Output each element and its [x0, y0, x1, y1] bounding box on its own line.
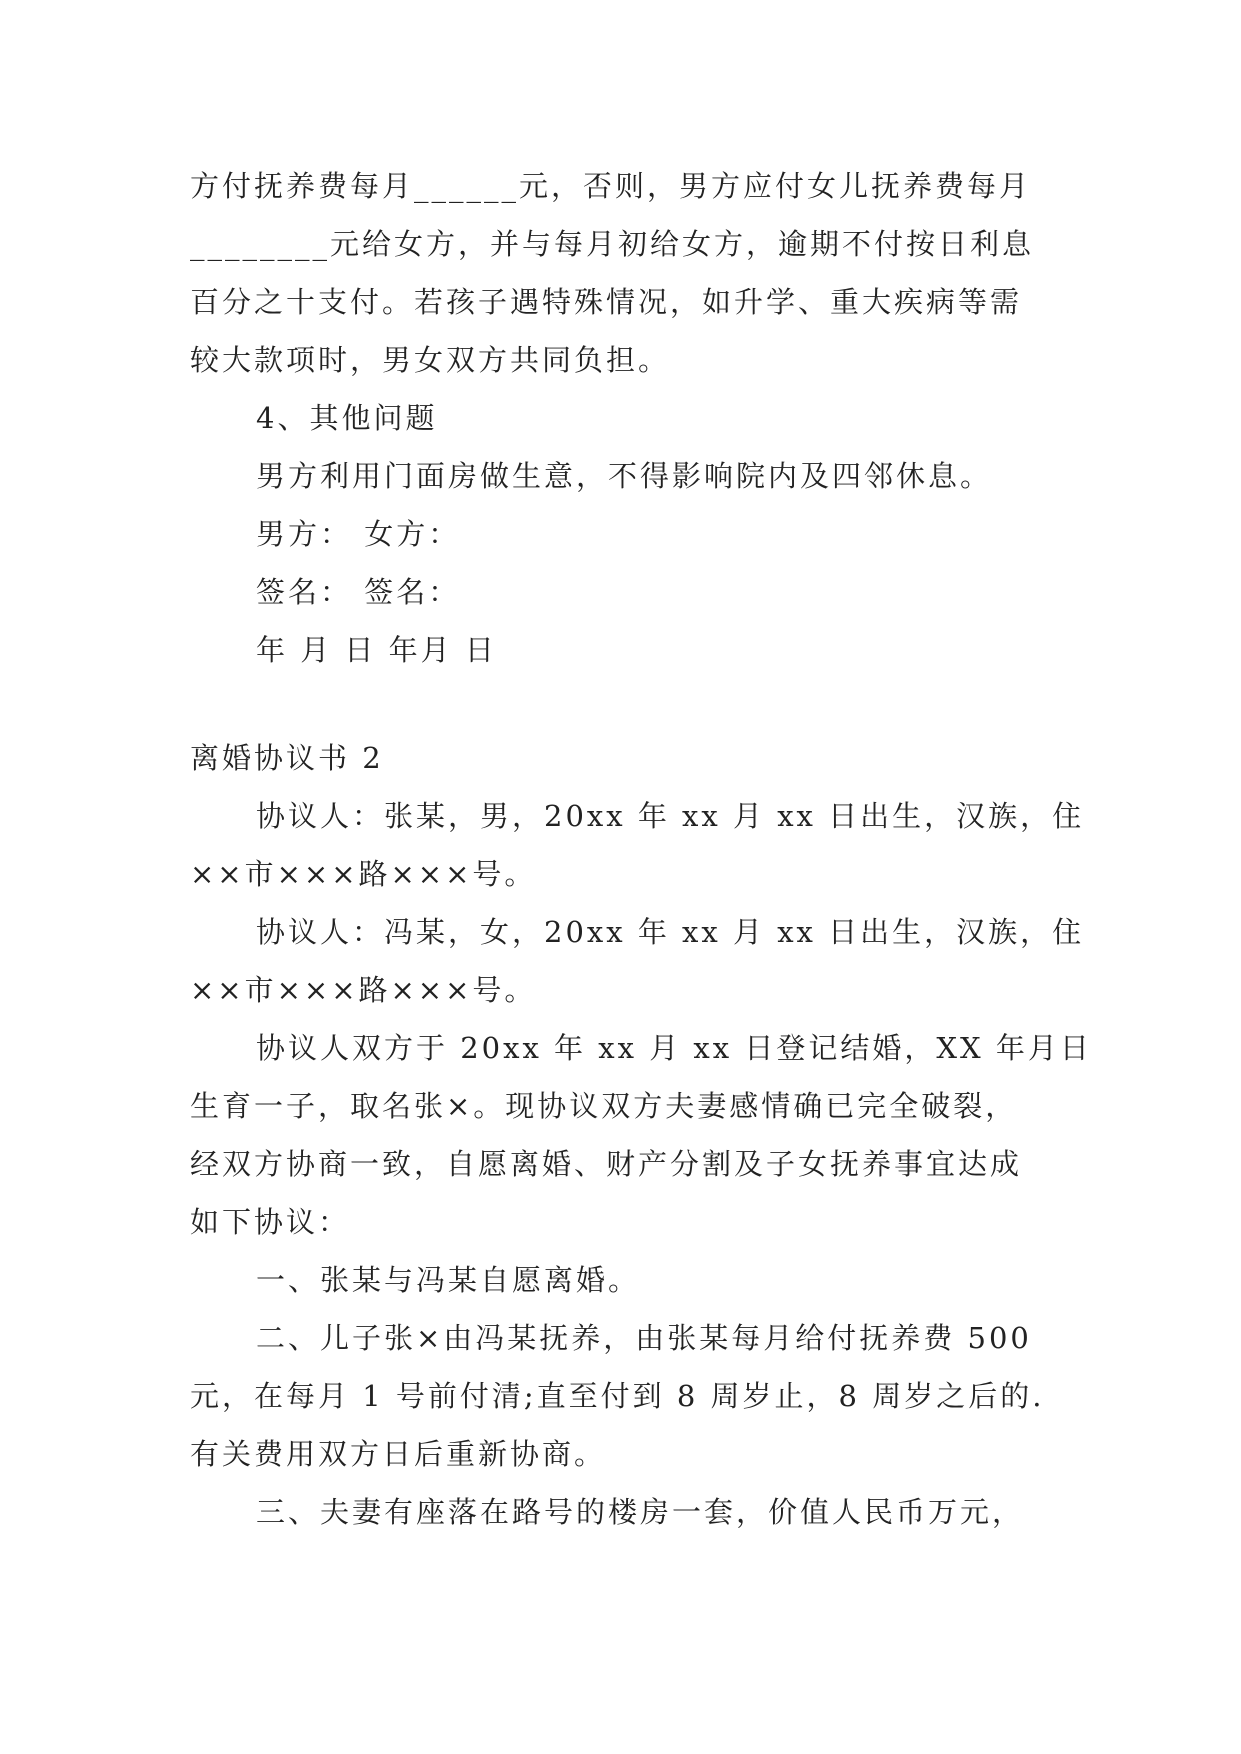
- paragraph-line: 百分之十支付。若孩子遇特殊情况，如升学、重大疾病等需: [190, 285, 1023, 319]
- paragraph-line: 方付抚养费每月______元，否则，男方应付女儿抚养费每月: [190, 169, 1032, 203]
- party-labels: 男方： 女方：: [256, 517, 461, 551]
- paragraph-line: ________元给女方，并与每月初给女方，逾期不付按日利息: [190, 227, 1035, 261]
- paragraph-line: 较大款项时，男女双方共同负担。: [190, 343, 671, 377]
- signature-labels: 签名： 签名：: [256, 575, 461, 609]
- date-labels: 年 月 日 年月 日: [256, 633, 497, 667]
- paragraph-line: ××市×××路×××号。: [190, 973, 537, 1007]
- document-title: 离婚协议书 2: [190, 741, 384, 775]
- clause-one: 一、张某与冯某自愿离婚。: [256, 1263, 641, 1297]
- section-gap: [190, 679, 1070, 729]
- clause-two: 二、儿子张×由冯某抚养，由张某每月给付抚养费 500: [256, 1321, 1032, 1355]
- paragraph-line: 经双方协商一致，自愿离婚、财产分割及子女抚养事宜达成: [190, 1147, 1023, 1181]
- paragraph-line: 协议人双方于 20xx 年 xx 月 xx 日登记结婚，XX 年月日: [256, 1031, 1092, 1065]
- paragraph-line: 协议人：冯某，女，20xx 年 xx 月 xx 日出生，汉族，住: [256, 915, 1085, 949]
- paragraph-line: 如下协议：: [190, 1205, 351, 1239]
- clause-three: 三、夫妻有座落在路号的楼房一套，价值人民币万元，: [256, 1495, 1025, 1529]
- paragraph-line: 生育一子，取名张×。现协议双方夫妻感情确已完全破裂，: [190, 1089, 1018, 1123]
- paragraph-line: 元，在每月 1 号前付清;直至付到 8 周岁止，8 周岁之后的.: [190, 1379, 1045, 1413]
- paragraph-line: 协议人：张某，男，20xx 年 xx 月 xx 日出生，汉族，住: [256, 799, 1085, 833]
- paragraph-line: ××市×××路×××号。: [190, 857, 537, 891]
- paragraph-line: 男方利用门面房做生意，不得影响院内及四邻休息。: [256, 459, 993, 493]
- document-body: [190, 157, 1092, 1541]
- section-heading-other-issues: 4、其他问题: [256, 401, 438, 435]
- paragraph-line: 有关费用双方日后重新协商。: [190, 1437, 607, 1471]
